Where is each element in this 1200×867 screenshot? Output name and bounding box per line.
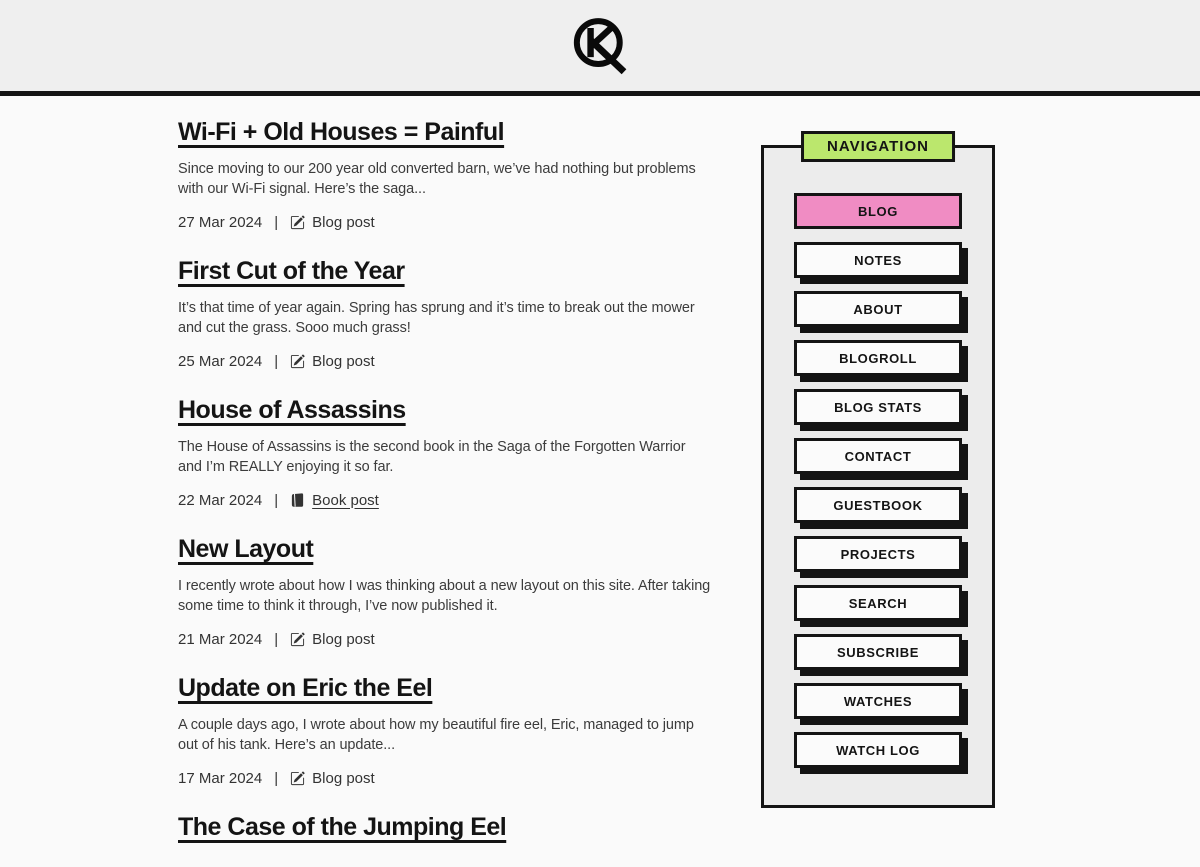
nav-button-watches[interactable]: WATCHES [794, 683, 962, 719]
post-type-label: Blog post [312, 352, 375, 370]
post-date: 27 Mar 2024 [178, 213, 263, 231]
post-item [178, 395, 723, 510]
post-title-link[interactable]: The Case of the Jumping Eel [178, 813, 507, 841]
navigation-buttons [764, 148, 992, 768]
nav-button-guestbook[interactable]: GUESTBOOK [794, 487, 962, 523]
post-title-link[interactable]: Wi-Fi + Old Houses = Painful [178, 118, 505, 146]
post-type-label: Blog post [312, 630, 375, 648]
post-title-link[interactable]: House of Assassins [178, 396, 406, 424]
post-title [178, 256, 723, 287]
nav-button-blog[interactable]: BLOG [794, 193, 962, 229]
meta-separator: | [274, 491, 279, 509]
post-item [178, 534, 723, 649]
meta-separator: | [274, 352, 279, 370]
post-title-link[interactable]: First Cut of the Year [178, 257, 405, 285]
meta-separator: | [274, 630, 279, 648]
nav-button-about[interactable]: ABOUT [794, 291, 962, 327]
post-title-link[interactable]: New Layout [178, 535, 314, 563]
post-meta [178, 351, 723, 371]
post-item [178, 673, 723, 788]
main-content [0, 96, 1200, 841]
nav-button-notes[interactable]: NOTES [794, 242, 962, 278]
post-meta [178, 768, 723, 788]
nav-button-blogroll[interactable]: BLOGROLL [794, 340, 962, 376]
pen-to-square-icon [290, 632, 305, 647]
book-icon [290, 493, 305, 508]
pen-to-square-icon [290, 354, 305, 369]
post-meta [178, 490, 723, 510]
post-type-link[interactable] [290, 770, 375, 787]
post-item [178, 117, 723, 232]
post-title [178, 812, 723, 843]
nav-button-projects[interactable]: PROJECTS [794, 536, 962, 572]
post-meta [178, 212, 723, 232]
post-type-link[interactable] [290, 214, 375, 231]
post-title [178, 117, 723, 148]
pen-to-square-icon [290, 215, 305, 230]
post-type-label: Book post [312, 491, 379, 509]
meta-separator: | [274, 213, 279, 231]
post-title [178, 534, 723, 565]
post-title [178, 395, 723, 426]
nav-button-watch-log[interactable]: WATCH LOG [794, 732, 962, 768]
post-item [178, 812, 723, 843]
post-type-link[interactable] [290, 631, 375, 648]
post-date: 21 Mar 2024 [178, 630, 263, 648]
post-excerpt: The House of Assassins is the second book in the Saga of the Forgotten Warrior and I’m REALLY enjoying it so far. [178, 439, 686, 475]
post-date: 17 Mar 2024 [178, 769, 263, 787]
post-item [178, 256, 723, 371]
nav-button-search[interactable]: SEARCH [794, 585, 962, 621]
post-title-link[interactable]: Update on Eric the Eel [178, 674, 433, 702]
post-excerpt: It’s that time of year again. Spring has sprung and it’s time to break out the mower and cut the grass. Sooo much grass! [178, 300, 695, 336]
post-type-label: Blog post [312, 213, 375, 231]
site-header [0, 0, 1200, 96]
kq-monogram-icon [570, 16, 630, 76]
nav-button-contact[interactable]: CONTACT [794, 438, 962, 474]
nav-button-subscribe[interactable]: SUBSCRIBE [794, 634, 962, 670]
navigation-panel [761, 138, 995, 808]
post-excerpt: I recently wrote about how I was thinking about a new layout on this site. After taking some time to think it through, I’ve now published it. [178, 578, 711, 614]
pen-to-square-icon [290, 771, 305, 786]
post-list [178, 96, 723, 867]
post-date: 25 Mar 2024 [178, 352, 263, 370]
post-excerpt: Since moving to our 200 year old converted barn, we’ve had nothing but problems with our Wi-Fi signal. Here’s the saga... [178, 161, 696, 197]
post-excerpt: A couple days ago, I wrote about how my beautiful fire eel, Eric, managed to jump out of his tank. Here’s an update... [178, 717, 694, 753]
post-type-label: Blog post [312, 769, 375, 787]
site-logo-link[interactable] [570, 16, 630, 76]
post-type-link[interactable] [290, 492, 379, 509]
post-date: 22 Mar 2024 [178, 491, 263, 509]
navigation-title: NAVIGATION [801, 131, 955, 162]
post-title [178, 673, 723, 704]
post-meta [178, 629, 723, 649]
meta-separator: | [274, 769, 279, 787]
nav-button-blog-stats[interactable]: BLOG STATS [794, 389, 962, 425]
post-type-link[interactable] [290, 353, 375, 370]
